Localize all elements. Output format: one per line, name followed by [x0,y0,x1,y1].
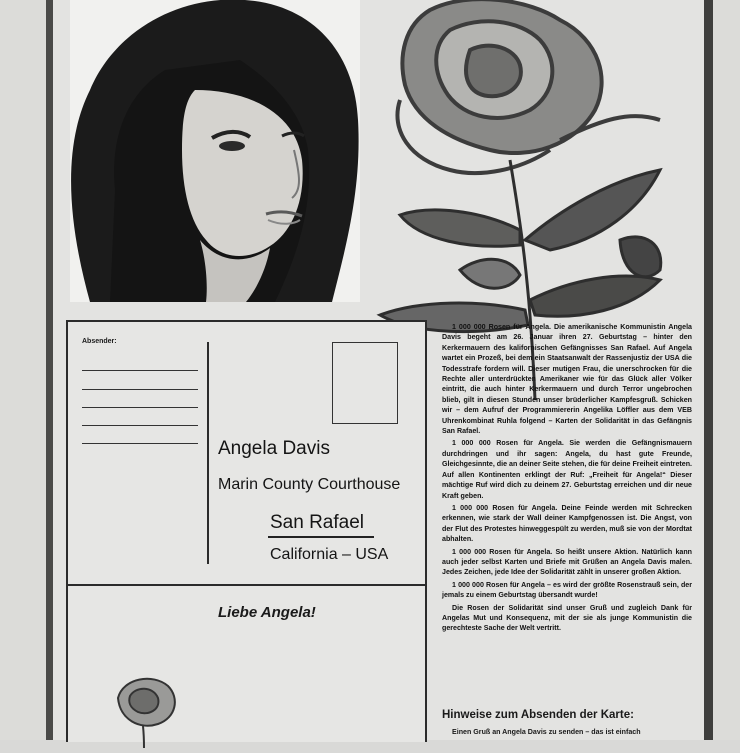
recipient-country: California – USA [270,546,389,563]
address-divider [207,342,209,564]
sender-address-line [82,389,198,390]
article-paragraph: 1 000 000 Rosen für Angela – es wird der größte Rosenstrauß sein, der jemals zu einem Geburtstag übersandt wurde! [442,580,692,600]
sender-address-line [82,443,198,444]
page-edge-right [704,0,713,740]
sender-label: Absender: [82,338,117,345]
small-rose-icon [98,668,188,748]
article-body [442,322,692,636]
page-edge-left [46,0,53,740]
sender-address-line [82,370,198,371]
recipient-institution: Marin County Courthouse [218,476,401,493]
sender-address-line [82,425,198,426]
article-paragraph: 1 000 000 Rosen für Angela. Deine Feinde werden mit Schrecken erkennen, wie stark der Wall deiner Kampfgenossen ist. Die Angst, von der Flut des Protestes hinweggespült zu werden, muß sie von der Mordtat abhalten. [442,503,692,544]
notes-heading: Hinweise zum Absenden der Karte: [442,709,634,721]
notes-text: Einen Gruß an Angela Davis zu senden – das ist einfach [452,728,641,736]
article-paragraph: 1 000 000 Rosen für Angela. Die amerikanische Kommunistin Angela Davis begeht am 26. Januar ihren 27. Geburtstag – hinter den Kerkermauern des kalifornischen Gefängnisses San Rafael. Auf Angela wartet ein Prozeß, bei dem ein Staatsanwalt der Rassenjustiz der USA die Todesstrafe fordern will. Dieser mutigen Frau, die unerschrocken für die Rechte aller unterdrückten Amerikaner wie für das Glück aller Völker eintritt, die auch hinter Kerkermauern und durch Terror ungebrochen blieb, gilt in diesen Stunden unser brüderlicher Kampfesgruß. Schicken wir – dem Aufruf der Programmiererin Angelika Löffler aus dem VEB Uhrenkombinat Ruhla folgend – Karten der Solidarität in das Gefängnis San Rafael. [442,323,692,436]
portrait-photo [70,0,360,302]
city-underline [268,536,374,538]
small-rose-illustration [98,668,188,748]
greeting-text: Liebe Angela! [218,604,316,621]
article-paragraph: 1 000 000 Rosen für Angela. So heißt unsere Aktion. Natürlich kann auch jeder selbst Karten und Briefe mit Grüßen an Angela Davis malen. Jedes Zeichen, jede Idee der Solidarität zählt in unserer großen Aktion. [442,547,692,577]
recipient-name: Angela Davis [218,438,330,459]
article-paragraph: 1 000 000 Rosen für Angela. Sie werden die Gefängnismauern durchdringen und ihr sagen: Angela, du hast gute Freunde, Gleichgesinnte, die an deiner Seite stehen, die für deine Freiheit eintreten. Auf allen Kontinenten erklingt der Ruf: „Freiheit für Angela!“ Dieser mächtige Ruf wird dich zu deinem 27. Geburtstag erreichen und dir neue Kraft geben. [442,439,692,500]
solidarity-postcard [66,320,427,742]
recipient-city: San Rafael [270,512,365,533]
stamp-box [332,342,398,424]
portrait-illustration [70,0,360,302]
card-divider [68,584,425,586]
sender-address-line [82,407,198,408]
article-paragraph: Die Rosen der Solidarität sind unser Gruß und zugleich Dank für Angelas Mut und Konsequenz, mit der sie als junge Kommunistin die gerechteste Sache der Welt vertritt. [442,603,692,633]
